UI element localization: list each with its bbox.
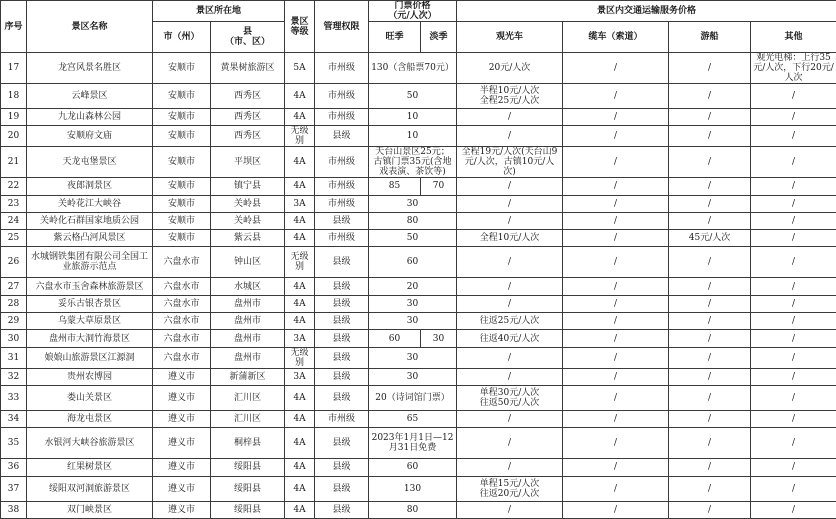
off-price-cell: 30 — [421, 330, 457, 347]
sightseeing-bus-cell: / — [457, 278, 563, 295]
city-cell: 遵义市 — [153, 476, 211, 501]
sightseeing-bus-cell: 单程30元/人次 往返50元/人次 — [457, 385, 563, 410]
boat-cell: / — [669, 501, 751, 518]
grade-cell: 4A — [285, 178, 315, 195]
table-body — [1, 53, 836, 519]
cable-car-cell: / — [563, 295, 669, 312]
header-off: 淡季 — [421, 22, 457, 53]
other-cell: / — [751, 84, 836, 109]
authority-cell: 县级 — [315, 313, 369, 330]
row-number-cell: 37 — [1, 476, 27, 501]
boat-cell: / — [669, 295, 751, 312]
grade-cell: 4A — [285, 212, 315, 229]
city-cell: 安顺市 — [153, 147, 211, 178]
cable-car-cell: / — [563, 476, 669, 501]
grade-cell: 4A — [285, 84, 315, 109]
table-row — [1, 410, 836, 427]
grade-cell: 无级别 — [285, 247, 315, 278]
county-cell: 汇川区 — [211, 410, 285, 427]
county-cell: 盘州市 — [211, 313, 285, 330]
cable-car-cell: / — [563, 278, 669, 295]
boat-cell: / — [669, 459, 751, 476]
off-price-cell: 70 — [421, 178, 457, 195]
ticket-price-cell: 10 — [369, 126, 457, 147]
boat-cell: / — [669, 247, 751, 278]
city-cell: 遵义市 — [153, 410, 211, 427]
ticket-price-cell: 20（诗词馆门票） — [369, 385, 457, 410]
grade-cell: 无级别 — [285, 347, 315, 368]
other-cell: / — [751, 212, 836, 229]
other-cell: / — [751, 195, 836, 212]
scenic-name-cell: 云峰景区 — [27, 84, 153, 109]
row-number-cell: 23 — [1, 195, 27, 212]
authority-cell: 市州级 — [315, 230, 369, 247]
row-number-cell: 34 — [1, 410, 27, 427]
scenic-name-cell: 九龙山森林公园 — [27, 109, 153, 126]
sightseeing-bus-cell: / — [457, 212, 563, 229]
city-cell: 安顺市 — [153, 53, 211, 84]
county-cell: 镇宁县 — [211, 178, 285, 195]
row-number-cell: 36 — [1, 459, 27, 476]
city-cell: 六盘水市 — [153, 247, 211, 278]
table-row — [1, 109, 836, 126]
county-cell: 西秀区 — [211, 84, 285, 109]
header-cable: 缆车（索道） — [563, 22, 669, 53]
grade-cell: 4A — [285, 410, 315, 427]
cable-car-cell: / — [563, 347, 669, 368]
authority-cell: 市州级 — [315, 178, 369, 195]
boat-cell: 45元/人次 — [669, 230, 751, 247]
city-cell: 六盘水市 — [153, 313, 211, 330]
city-cell: 遵义市 — [153, 459, 211, 476]
city-cell: 安顺市 — [153, 126, 211, 147]
row-number-cell: 20 — [1, 126, 27, 147]
peak-price-cell: 85 — [369, 178, 421, 195]
city-cell: 遵义市 — [153, 368, 211, 385]
sightseeing-bus-cell: 全程19元/人次(天台山9元/人次，古镇10元/人次) — [457, 147, 563, 178]
city-cell: 遵义市 — [153, 501, 211, 518]
table-row — [1, 368, 836, 385]
grade-cell: 4A — [285, 278, 315, 295]
scenic-name-cell: 水城钢铁集团有限公司全国工业旅游示范点 — [27, 247, 153, 278]
city-cell: 安顺市 — [153, 178, 211, 195]
ticket-price-cell: 80 — [369, 501, 457, 518]
table-row — [1, 428, 836, 459]
scenic-name-cell: 乌蒙大草原景区 — [27, 313, 153, 330]
header-name: 景区名称 — [27, 1, 153, 53]
grade-cell: 3A — [285, 330, 315, 347]
sightseeing-bus-cell: / — [457, 347, 563, 368]
city-cell: 六盘水市 — [153, 295, 211, 312]
county-cell: 绥阳县 — [211, 501, 285, 518]
county-cell: 绥阳县 — [211, 476, 285, 501]
cable-car-cell: / — [563, 195, 669, 212]
county-cell: 关岭县 — [211, 195, 285, 212]
table-row — [1, 178, 836, 195]
scenic-name-cell: 关岭化石群国家地质公园 — [27, 212, 153, 229]
sightseeing-bus-cell: / — [457, 368, 563, 385]
row-number-cell: 28 — [1, 295, 27, 312]
other-cell: / — [751, 330, 836, 347]
sightseeing-bus-cell: / — [457, 247, 563, 278]
county-cell: 黄果树旅游区 — [211, 53, 285, 84]
row-number-cell: 27 — [1, 278, 27, 295]
table-row — [1, 347, 836, 368]
other-cell: / — [751, 368, 836, 385]
sightseeing-bus-cell: / — [457, 501, 563, 518]
header-ticket: 门票价格 （元/人次） — [369, 1, 457, 22]
authority-cell: 县级 — [315, 459, 369, 476]
scenic-name-cell: 夜郎洞景区 — [27, 178, 153, 195]
grade-cell: 4A — [285, 295, 315, 312]
cable-car-cell: / — [563, 247, 669, 278]
cable-car-cell: / — [563, 410, 669, 427]
cable-car-cell: / — [563, 313, 669, 330]
sightseeing-bus-cell: 半程10元/人次 全程25元/人次 — [457, 84, 563, 109]
sightseeing-bus-cell: 往返25元/人次 — [457, 313, 563, 330]
county-cell: 盘州市 — [211, 295, 285, 312]
table-row — [1, 501, 836, 518]
header-transport: 景区内交通运输服务价格 — [457, 1, 836, 22]
grade-cell: 4A — [285, 476, 315, 501]
sightseeing-bus-cell: / — [457, 178, 563, 195]
ticket-price-cell: 60 — [369, 459, 457, 476]
authority-cell: 县级 — [315, 476, 369, 501]
row-number-cell: 33 — [1, 385, 27, 410]
table-row — [1, 147, 836, 178]
sightseeing-bus-cell: / — [457, 428, 563, 459]
sightseeing-bus-cell: 全程10元/人次 — [457, 230, 563, 247]
table-row — [1, 53, 836, 84]
grade-cell: 3A — [285, 368, 315, 385]
header-authority: 管理权限 — [315, 1, 369, 53]
ticket-price-cell: 10 — [369, 109, 457, 126]
scenic-name-cell: 紫云格凸河风景区 — [27, 230, 153, 247]
boat-cell: / — [669, 53, 751, 84]
county-cell: 汇川区 — [211, 385, 285, 410]
grade-cell: 4A — [285, 385, 315, 410]
city-cell: 六盘水市 — [153, 330, 211, 347]
row-number-cell: 26 — [1, 247, 27, 278]
cable-car-cell: / — [563, 53, 669, 84]
ticket-price-cell: 50 — [369, 230, 457, 247]
other-cell: / — [751, 278, 836, 295]
header-boat: 游船 — [669, 22, 751, 53]
other-cell: / — [751, 410, 836, 427]
header-county: 县 （市、区） — [211, 22, 285, 53]
row-number-cell: 17 — [1, 53, 27, 84]
ticket-price-cell: 80 — [369, 212, 457, 229]
authority-cell: 市州级 — [315, 147, 369, 178]
city-cell: 六盘水市 — [153, 278, 211, 295]
city-cell: 遵义市 — [153, 385, 211, 410]
other-cell: / — [751, 230, 836, 247]
table-row — [1, 295, 836, 312]
ticket-price-cell: 130 — [369, 476, 457, 501]
scenic-name-cell: 水银河大峡谷旅游景区 — [27, 428, 153, 459]
row-number-cell: 35 — [1, 428, 27, 459]
ticket-price-cell: 2023年1月1日—12月31日免费 — [369, 428, 457, 459]
row-number-cell: 25 — [1, 230, 27, 247]
scenic-name-cell: 海龙屯景区 — [27, 410, 153, 427]
authority-cell: 县级 — [315, 368, 369, 385]
authority-cell: 市州级 — [315, 53, 369, 84]
county-cell: 新蒲新区 — [211, 368, 285, 385]
row-number-cell: 29 — [1, 313, 27, 330]
authority-cell: 县级 — [315, 347, 369, 368]
boat-cell: / — [669, 212, 751, 229]
grade-cell: 4A — [285, 230, 315, 247]
boat-cell: / — [669, 126, 751, 147]
authority-cell: 市州级 — [315, 109, 369, 126]
row-number-cell: 38 — [1, 501, 27, 518]
ticket-price-cell: 60 — [369, 247, 457, 278]
row-number-cell: 32 — [1, 368, 27, 385]
county-cell: 钟山区 — [211, 247, 285, 278]
grade-cell: 4A — [285, 428, 315, 459]
authority-cell: 县级 — [315, 126, 369, 147]
scenic-name-cell: 关岭花江大峡谷 — [27, 195, 153, 212]
cable-car-cell: / — [563, 147, 669, 178]
grade-cell: 无级别 — [285, 126, 315, 147]
authority-cell: 县级 — [315, 247, 369, 278]
county-cell: 关岭县 — [211, 212, 285, 229]
table-row — [1, 230, 836, 247]
boat-cell: / — [669, 178, 751, 195]
boat-cell: / — [669, 347, 751, 368]
boat-cell: / — [669, 278, 751, 295]
grade-cell: 4A — [285, 313, 315, 330]
authority-cell: 县级 — [315, 330, 369, 347]
table-row — [1, 385, 836, 410]
row-number-cell: 18 — [1, 84, 27, 109]
county-cell: 水城区 — [211, 278, 285, 295]
ticket-price-cell: 130（含船票70元） — [369, 53, 457, 84]
other-cell: / — [751, 313, 836, 330]
table-row — [1, 313, 836, 330]
sightseeing-bus-cell: / — [457, 109, 563, 126]
boat-cell: / — [669, 147, 751, 178]
cable-car-cell: / — [563, 501, 669, 518]
table-row — [1, 278, 836, 295]
sightseeing-bus-cell: / — [457, 410, 563, 427]
table-row — [1, 126, 836, 147]
boat-cell: / — [669, 330, 751, 347]
row-number-cell: 21 — [1, 147, 27, 178]
table-row — [1, 195, 836, 212]
grade-cell: 5A — [285, 53, 315, 84]
peak-price-cell: 60 — [369, 330, 421, 347]
grade-cell: 4A — [285, 147, 315, 178]
sightseeing-bus-cell: / — [457, 459, 563, 476]
cable-car-cell: / — [563, 178, 669, 195]
city-cell: 安顺市 — [153, 84, 211, 109]
other-cell: / — [751, 501, 836, 518]
sightseeing-bus-cell: 往返40元/人次 — [457, 330, 563, 347]
city-cell: 安顺市 — [153, 212, 211, 229]
authority-cell: 县级 — [315, 278, 369, 295]
scenic-name-cell: 天龙屯堡景区 — [27, 147, 153, 178]
boat-cell: / — [669, 368, 751, 385]
county-cell: 平坝区 — [211, 147, 285, 178]
table-row — [1, 476, 836, 501]
authority-cell: 县级 — [315, 295, 369, 312]
boat-cell: / — [669, 313, 751, 330]
boat-cell: / — [669, 84, 751, 109]
row-number-cell: 19 — [1, 109, 27, 126]
city-cell: 安顺市 — [153, 109, 211, 126]
boat-cell: / — [669, 428, 751, 459]
header-no: 序号 — [1, 1, 27, 53]
city-cell: 安顺市 — [153, 195, 211, 212]
other-cell: / — [751, 109, 836, 126]
grade-cell: 4A — [285, 109, 315, 126]
county-cell: 盘州市 — [211, 330, 285, 347]
cable-car-cell: / — [563, 230, 669, 247]
row-number-cell: 31 — [1, 347, 27, 368]
authority-cell: 县级 — [315, 428, 369, 459]
cable-car-cell: / — [563, 459, 669, 476]
header-bus: 观光车 — [457, 22, 563, 53]
authority-cell: 市州级 — [315, 84, 369, 109]
table-row — [1, 247, 836, 278]
row-number-cell: 24 — [1, 212, 27, 229]
county-cell: 桐梓县 — [211, 428, 285, 459]
boat-cell: / — [669, 385, 751, 410]
other-cell: / — [751, 476, 836, 501]
other-cell: / — [751, 347, 836, 368]
scenic-name-cell: 绥阳双河洞旅游景区 — [27, 476, 153, 501]
scenic-name-cell: 安顺府文庙 — [27, 126, 153, 147]
other-cell: / — [751, 178, 836, 195]
ticket-price-cell: 30 — [369, 313, 457, 330]
sightseeing-bus-cell: / — [457, 126, 563, 147]
scenic-name-cell: 娄山关景区 — [27, 385, 153, 410]
boat-cell: / — [669, 410, 751, 427]
scenic-name-cell: 六盘水市玉舍森林旅游景区 — [27, 278, 153, 295]
scenic-name-cell: 娘娘山旅游景区江源洞 — [27, 347, 153, 368]
sightseeing-bus-cell: 单程15元/人次 往返20元/人次 — [457, 476, 563, 501]
table-row — [1, 330, 836, 347]
scenic-name-cell: 红果树景区 — [27, 459, 153, 476]
scenic-name-cell: 妥乐古银杏景区 — [27, 295, 153, 312]
scenic-name-cell: 盘州市大洞竹海景区 — [27, 330, 153, 347]
cable-car-cell: / — [563, 385, 669, 410]
scenic-name-cell: 双门峡景区 — [27, 501, 153, 518]
other-cell: / — [751, 385, 836, 410]
county-cell: 西秀区 — [211, 109, 285, 126]
authority-cell: 县级 — [315, 212, 369, 229]
grade-cell: 3A — [285, 195, 315, 212]
table-row — [1, 212, 836, 229]
ticket-price-cell: 50 — [369, 84, 457, 109]
city-cell: 遵义市 — [153, 428, 211, 459]
cable-car-cell: / — [563, 84, 669, 109]
cable-car-cell: / — [563, 428, 669, 459]
row-number-cell: 22 — [1, 178, 27, 195]
ticket-price-cell: 天台山景区25元；古镇门票35元(含地戏表演、茶饮等) — [369, 147, 457, 178]
cable-car-cell: / — [563, 212, 669, 229]
row-number-cell: 30 — [1, 330, 27, 347]
other-cell: / — [751, 247, 836, 278]
city-cell: 安顺市 — [153, 230, 211, 247]
county-cell: 紫云县 — [211, 230, 285, 247]
authority-cell: 县级 — [315, 501, 369, 518]
header-other: 其他 — [751, 22, 836, 53]
sightseeing-bus-cell: 20元/人次 — [457, 53, 563, 84]
authority-cell: 市州级 — [315, 195, 369, 212]
other-cell: / — [751, 459, 836, 476]
ticket-price-cell: 30 — [369, 368, 457, 385]
cable-car-cell: / — [563, 330, 669, 347]
cable-car-cell: / — [563, 126, 669, 147]
county-cell: 西秀区 — [211, 126, 285, 147]
boat-cell: / — [669, 195, 751, 212]
table-row — [1, 459, 836, 476]
ticket-price-cell: 65 — [369, 410, 457, 427]
header-peak: 旺季 — [369, 22, 421, 53]
table-row — [1, 84, 836, 109]
other-cell: / — [751, 295, 836, 312]
other-cell: / — [751, 147, 836, 178]
sightseeing-bus-cell: / — [457, 295, 563, 312]
grade-cell: 4A — [285, 501, 315, 518]
cable-car-cell: / — [563, 109, 669, 126]
scenic-name-cell: 贵州农博园 — [27, 368, 153, 385]
sightseeing-bus-cell: / — [457, 195, 563, 212]
authority-cell: 市州级 — [315, 410, 369, 427]
other-cell: / — [751, 126, 836, 147]
other-cell: 观光电梯：上行35元/人次，下行20元/人次 — [751, 53, 836, 84]
header-grade: 景区 等级 — [285, 1, 315, 53]
city-cell: 六盘水市 — [153, 347, 211, 368]
cable-car-cell: / — [563, 368, 669, 385]
other-cell: / — [751, 428, 836, 459]
county-cell: 绥阳县 — [211, 459, 285, 476]
boat-cell: / — [669, 476, 751, 501]
authority-cell: 县级 — [315, 385, 369, 410]
header-city: 市（州） — [153, 22, 211, 53]
county-cell: 盘州市 — [211, 347, 285, 368]
ticket-price-cell: 30 — [369, 295, 457, 312]
scenic-name-cell: 龙宫风景名胜区 — [27, 53, 153, 84]
ticket-price-cell: 30 — [369, 195, 457, 212]
header-location: 景区所在地 — [153, 1, 285, 22]
boat-cell: / — [669, 109, 751, 126]
grade-cell: 4A — [285, 459, 315, 476]
ticket-price-cell: 20 — [369, 278, 457, 295]
ticket-price-cell: 30 — [369, 347, 457, 368]
